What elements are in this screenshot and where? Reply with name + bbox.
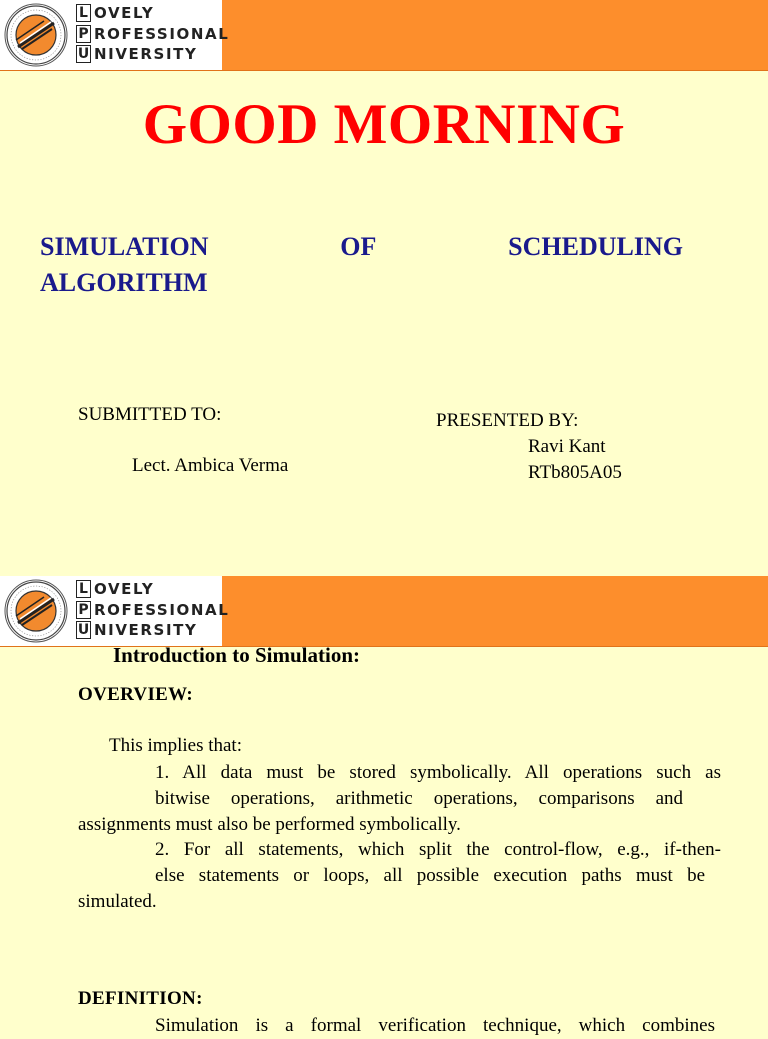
presenter-id: RTb805A05 (528, 462, 622, 483)
university-seal-icon (4, 3, 68, 67)
university-logo (0, 576, 230, 646)
submitted-to-label: SUBMITTED TO: (78, 404, 222, 425)
brand-letter-l: L (76, 580, 91, 598)
university-wordmark (76, 579, 229, 641)
item-2-line-3: simulated. (78, 891, 157, 912)
brand-letter-u: U (77, 622, 90, 639)
implies-text: This implies that: (109, 735, 242, 756)
item-2-line-1: 2. For all statements, which split the control-flow, e.g., if-then- (155, 839, 721, 860)
item-1-line-3: assignments must also be performed symbolically. (78, 814, 461, 835)
subtitle-line-1 (40, 232, 683, 262)
brand-letter-p: P (76, 601, 91, 619)
brand-letter-p: P (76, 25, 91, 43)
brand-row-lovely: OVELY (94, 4, 155, 22)
definition-line-1: Simulation is a formal verification technique, which combines (155, 1015, 715, 1036)
university-seal-icon (4, 579, 68, 643)
subtitle-word: SIMULATION (40, 232, 209, 261)
subtitle-word: OF (340, 232, 377, 261)
slide-2 (0, 576, 768, 1036)
presenter-name: Ravi Kant (528, 436, 606, 457)
presented-by-label: PRESENTED BY: (436, 410, 579, 431)
brand-letter-u: U (77, 46, 90, 63)
brand-letter-l: L (76, 4, 91, 22)
definition-label: DEFINITION: (78, 988, 203, 1009)
subtitle-word: SCHEDULING (508, 232, 683, 261)
university-logo (0, 0, 230, 70)
brand-row-lovely: OVELY (94, 580, 155, 598)
university-wordmark (76, 3, 229, 65)
subtitle-line-2: ALGORITHM (40, 268, 208, 297)
brand-row-professional: ROFESSIONAL (94, 600, 230, 619)
overview-label: OVERVIEW: (78, 684, 193, 705)
brand-row-university: NIVERSITY (94, 45, 198, 63)
submitted-to-name: Lect. Ambica Verma (132, 455, 289, 476)
brand-row-university: NIVERSITY (94, 621, 198, 639)
brand-row-professional: ROFESSIONAL (94, 24, 230, 43)
section-heading: Introduction to Simulation: (113, 643, 360, 667)
item-1-line-1: 1. All data must be stored symbolically. All operations such as (155, 762, 721, 783)
item-2-line-2: else statements or loops, all possible execution paths must be (155, 865, 705, 886)
item-1-line-2: bitwise operations, arithmetic operations, comparisons and (155, 788, 683, 809)
slide-title: GOOD MORNING (142, 93, 626, 156)
